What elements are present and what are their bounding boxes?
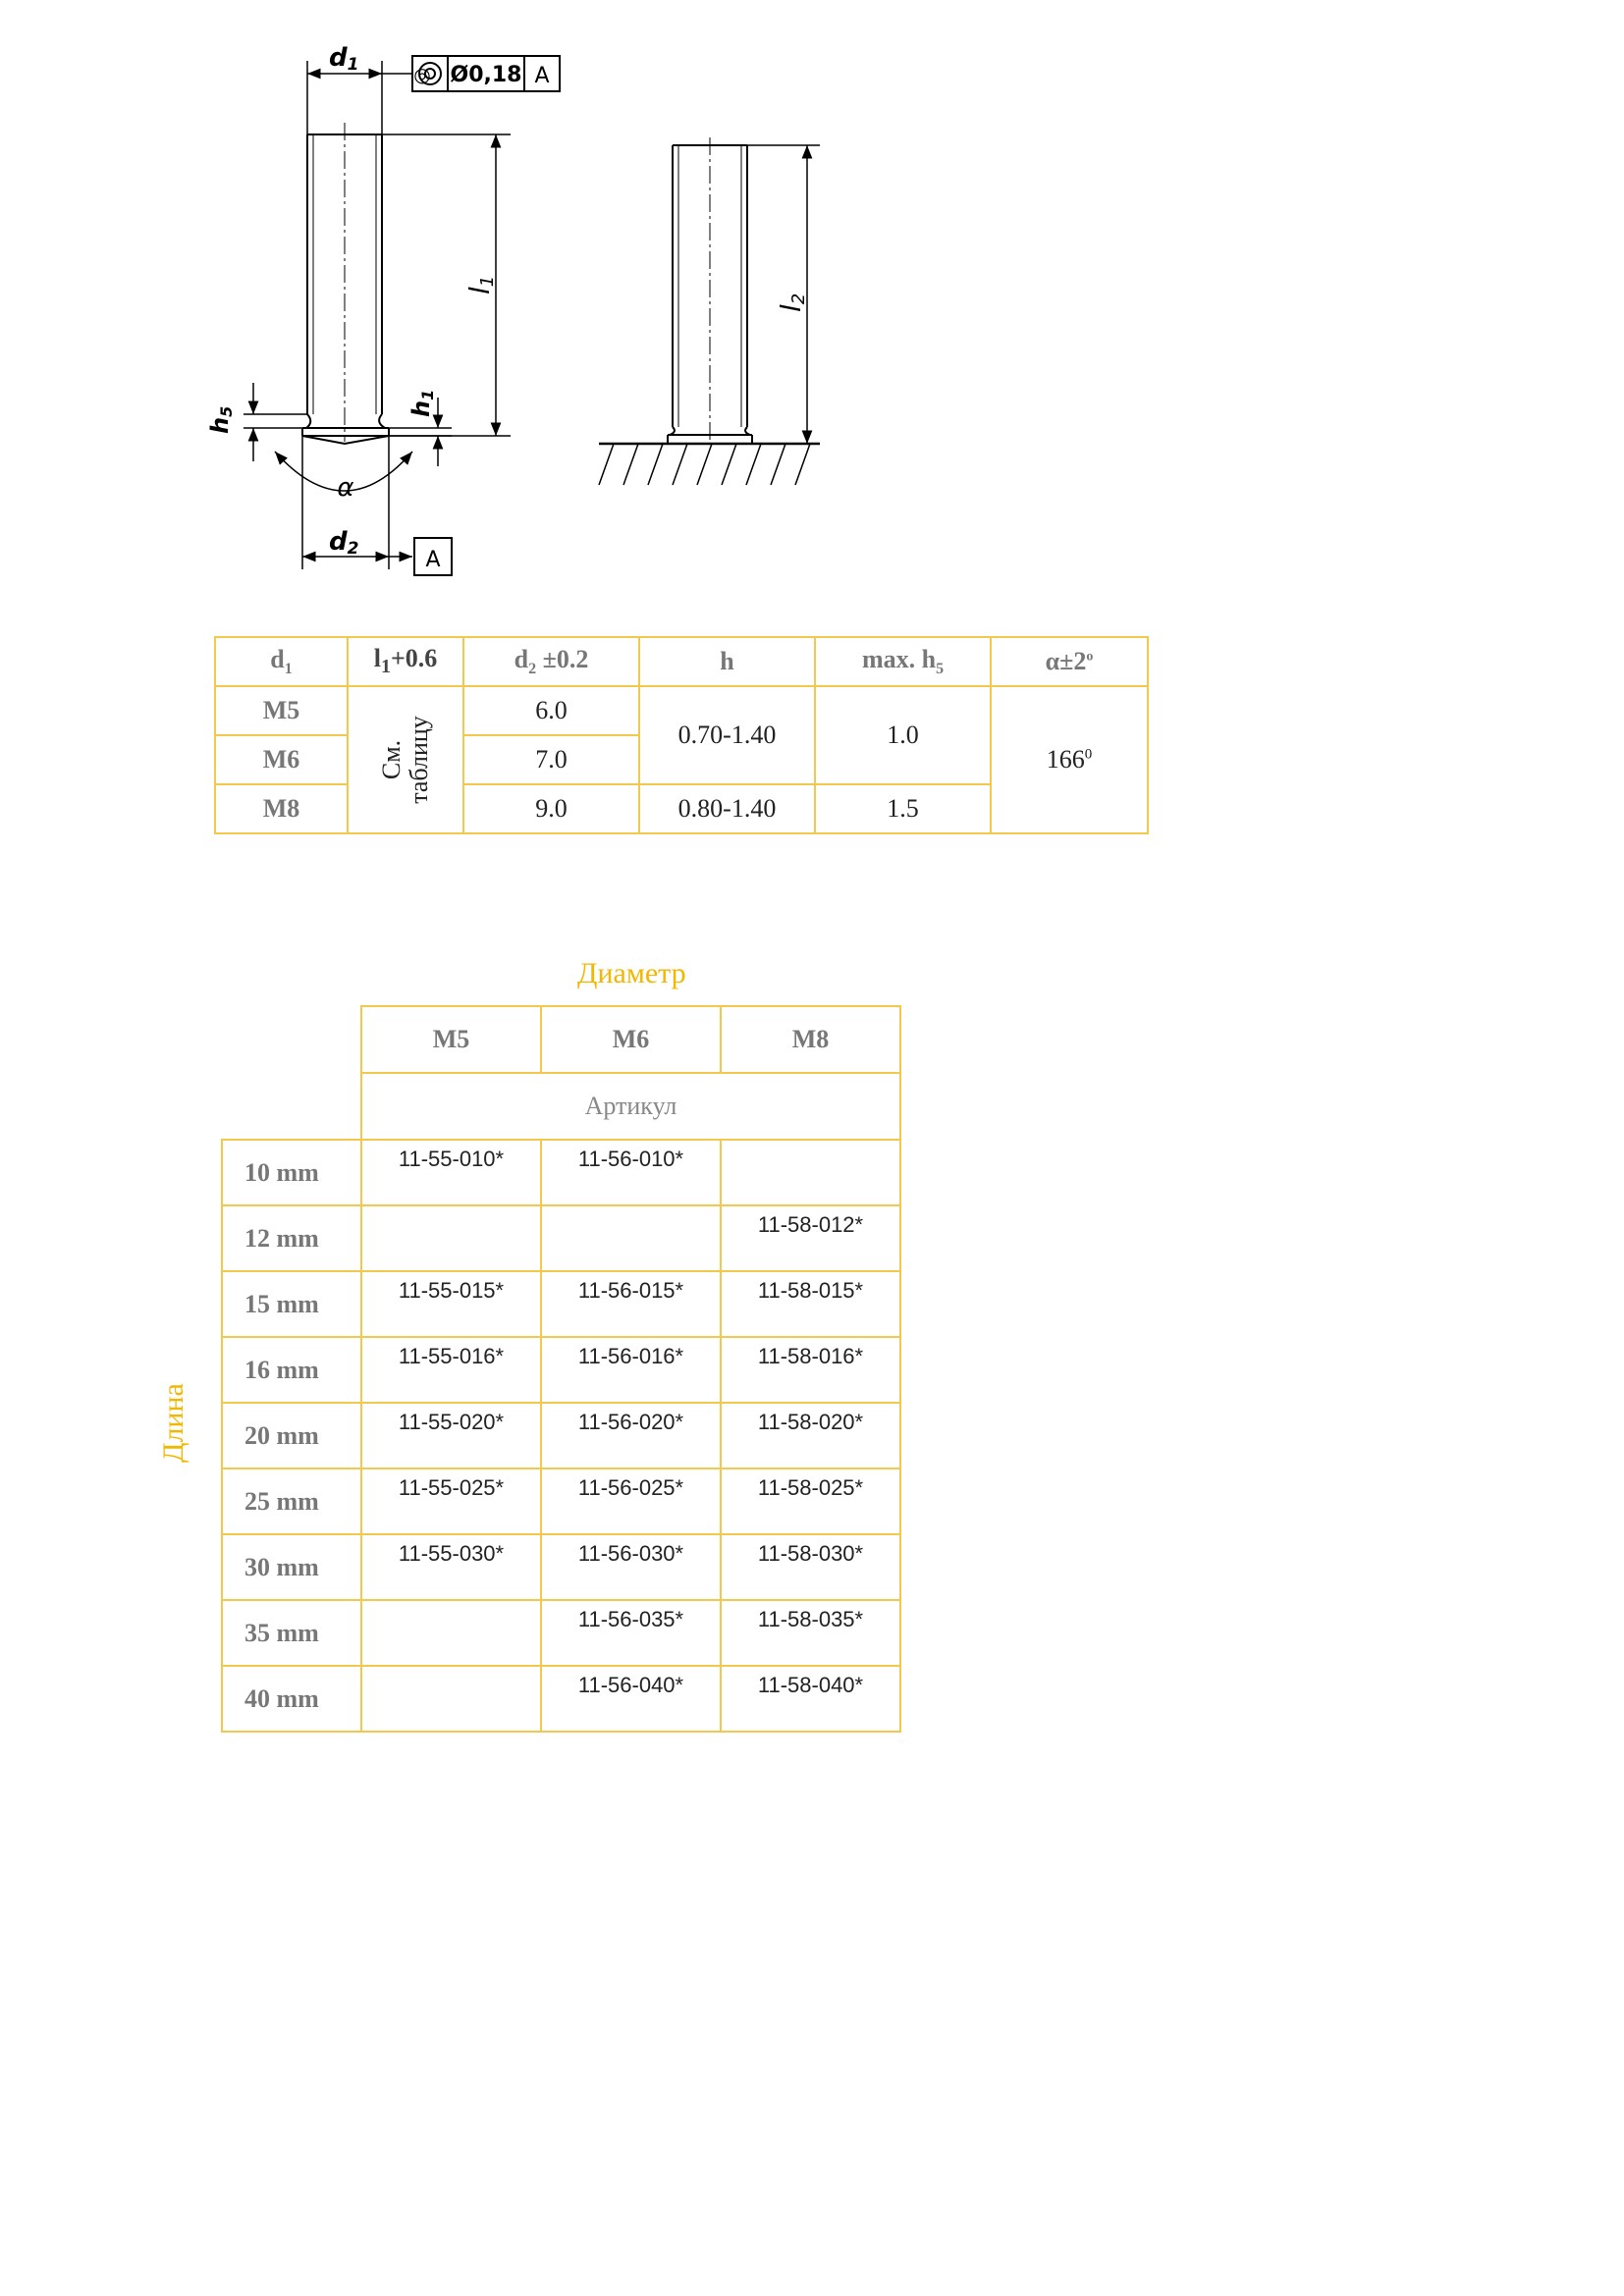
table-row	[222, 1140, 900, 1205]
article-code-cell: 11-58-035*	[721, 1600, 900, 1666]
article-header-row	[222, 1006, 900, 1073]
article-code-cell: 11-58-020*	[721, 1403, 900, 1468]
article-code-cell: 11-55-025*	[361, 1468, 541, 1534]
col-m8: M8	[721, 1006, 900, 1073]
header-h: h	[639, 637, 815, 686]
article-code-cell: 11-56-040*	[541, 1666, 721, 1732]
header-alpha: $\alpha\pm 2^o$	[991, 637, 1148, 686]
row-d1: M8	[215, 784, 348, 833]
table-row	[222, 1468, 900, 1534]
article-code-cell	[361, 1600, 541, 1666]
l1-note: См. таблицу	[348, 686, 463, 833]
row-d1: M5	[215, 686, 348, 735]
label-l1: l1	[463, 275, 498, 294]
article-rows	[222, 1140, 900, 1732]
article-code-cell: 11-56-035*	[541, 1600, 721, 1666]
table-row	[222, 1666, 900, 1732]
diameter-title: Диаметр	[577, 957, 686, 989]
label-alpha: α	[337, 473, 354, 503]
row-d2: 6.0	[463, 686, 639, 735]
article-code-cell: 11-58-015*	[721, 1271, 900, 1337]
header-h5: max. $h_5$	[815, 637, 991, 686]
h-value: 0.80-1.40	[639, 784, 815, 833]
header-l1: $l_1+0.6$	[348, 637, 463, 686]
header-d1: $d_1$	[215, 637, 348, 686]
stud-side-view	[244, 56, 560, 575]
col-m6: M6	[541, 1006, 721, 1073]
article-code-cell: 11-58-040*	[721, 1666, 900, 1732]
article-code-cell: 11-56-020*	[541, 1403, 721, 1468]
article-code-cell: 11-58-025*	[721, 1468, 900, 1534]
article-code-cell: 11-56-025*	[541, 1468, 721, 1534]
article-code-cell: 11-55-020*	[361, 1403, 541, 1468]
article-code-cell: 11-56-010*	[541, 1140, 721, 1205]
length-cell: 25 mm	[222, 1468, 361, 1534]
h-value: 0.70-1.40	[639, 686, 815, 784]
label-l2: l2	[775, 293, 809, 312]
article-subheader-row	[222, 1073, 900, 1140]
length-cell: 10 mm	[222, 1140, 361, 1205]
article-code-cell	[361, 1666, 541, 1732]
row-d2: 9.0	[463, 784, 639, 833]
label-d1: d1	[329, 43, 359, 75]
article-code-cell: 11-55-015*	[361, 1271, 541, 1337]
length-cell: 15 mm	[222, 1271, 361, 1337]
header-d2: $d_2 \pm 0.2$	[463, 637, 639, 686]
article-code-cell: 11-55-016*	[361, 1337, 541, 1403]
table-row	[222, 1271, 900, 1337]
length-title: Длина	[157, 1383, 189, 1463]
spec-table	[214, 636, 1149, 834]
h5-value: 1.0	[815, 686, 991, 784]
article-code-cell: 11-56-016*	[541, 1337, 721, 1403]
alpha-value: $166^0$	[991, 686, 1148, 833]
length-cell: 20 mm	[222, 1403, 361, 1468]
table-row	[222, 1534, 900, 1600]
corner-cell	[222, 1006, 361, 1073]
h5-value: 1.5	[815, 784, 991, 833]
article-code-cell: 11-55-010*	[361, 1140, 541, 1205]
article-code-cell: 11-58-012*	[721, 1205, 900, 1271]
article-subheader: Артикул	[361, 1073, 900, 1140]
datum-a: A	[425, 548, 441, 572]
length-cell: 12 mm	[222, 1205, 361, 1271]
tolerance-symbol: ◎	[413, 63, 431, 86]
tolerance-value: Ø0,18	[450, 63, 522, 87]
article-code-cell	[721, 1140, 900, 1205]
spec-row-m5	[215, 686, 1148, 735]
corner-cell	[222, 1073, 361, 1140]
label-d2: d2	[329, 527, 359, 559]
tolerance-datum: A	[534, 64, 550, 88]
label-h1: h1	[407, 389, 437, 417]
article-code-cell: 11-55-030*	[361, 1534, 541, 1600]
length-cell: 16 mm	[222, 1337, 361, 1403]
article-table	[221, 1005, 901, 1733]
spec-header-row	[215, 637, 1148, 686]
table-row	[222, 1205, 900, 1271]
length-cell: 40 mm	[222, 1666, 361, 1732]
article-code-cell: 11-58-030*	[721, 1534, 900, 1600]
col-m5: M5	[361, 1006, 541, 1073]
article-code-cell	[361, 1205, 541, 1271]
technical-drawing	[0, 0, 1624, 589]
article-code-cell	[541, 1205, 721, 1271]
row-d2: 7.0	[463, 735, 639, 784]
row-d1: M6	[215, 735, 348, 784]
table-row	[222, 1337, 900, 1403]
table-row	[222, 1600, 900, 1666]
article-code-cell: 11-56-030*	[541, 1534, 721, 1600]
label-h5: h5	[206, 405, 236, 434]
length-cell: 30 mm	[222, 1534, 361, 1600]
article-code-cell: 11-58-016*	[721, 1337, 900, 1403]
table-row	[222, 1403, 900, 1468]
length-cell: 35 mm	[222, 1600, 361, 1666]
article-code-cell: 11-56-015*	[541, 1271, 721, 1337]
